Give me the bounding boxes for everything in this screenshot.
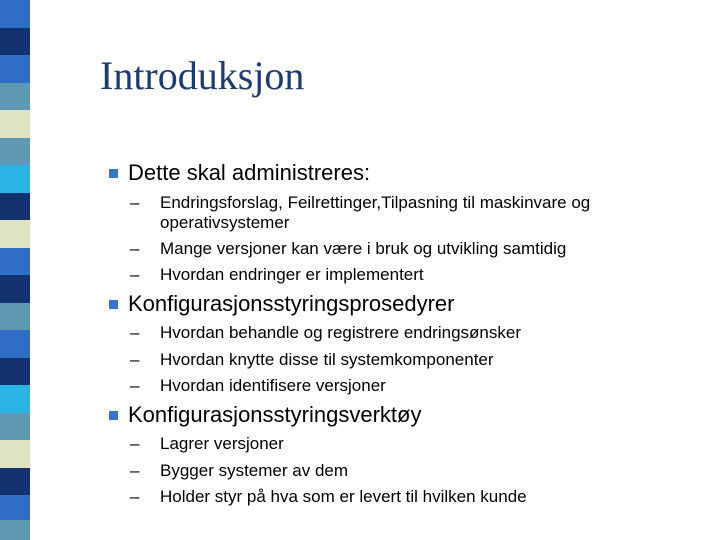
section-heading: Konfigurasjonsstyringsverktøy	[128, 402, 422, 427]
square-bullet-icon	[109, 411, 118, 420]
list-item	[130, 323, 521, 343]
list-item-text: Hvordan knytte disse til systemkomponenter	[160, 350, 494, 369]
sidebar-block	[0, 0, 30, 28]
list-item	[130, 239, 567, 259]
dash-icon: –	[130, 350, 140, 369]
list-item	[130, 434, 284, 454]
dash-icon: –	[130, 434, 140, 453]
list-item	[130, 265, 424, 285]
list-item	[130, 461, 349, 481]
sidebar-block	[0, 440, 30, 468]
dash-icon: –	[130, 265, 140, 284]
section-heading: Konfigurasjonsstyringsprosedyrer	[128, 291, 455, 316]
list-item-text: Endringsforslag, Feilrettinger,Tilpasning til maskinvare og operativsystemer	[160, 193, 591, 232]
slide-title: Introduksjon	[100, 53, 305, 98]
list-item-text: Hvordan identifisere versjoner	[160, 376, 386, 395]
sidebar-block	[0, 110, 30, 138]
sidebar-block	[0, 138, 30, 165]
sidebar-block	[0, 165, 30, 193]
dash-icon: –	[130, 461, 140, 480]
sidebar-block	[0, 385, 30, 413]
sidebar-block	[0, 193, 30, 220]
sidebar-block	[0, 468, 30, 495]
sidebar-block	[0, 303, 30, 330]
dash-icon: –	[130, 193, 140, 212]
sidebar-block	[0, 220, 30, 248]
sidebar-block	[0, 358, 30, 385]
sidebar-block	[0, 330, 30, 358]
list-item-text: Bygger systemer av dem	[160, 461, 349, 480]
sidebar-block	[0, 413, 30, 440]
dash-icon: –	[130, 376, 140, 395]
decorative-sidebar	[0, 0, 66, 540]
sidebar-block	[0, 520, 30, 540]
square-bullet-icon	[109, 300, 118, 309]
list-item	[130, 376, 386, 396]
list-item	[130, 350, 494, 370]
square-bullet-icon	[109, 169, 118, 178]
list-item-text: Lagrer versjoner	[160, 434, 284, 453]
list-item-text: Hvordan endringer er implementert	[160, 265, 424, 284]
dash-icon: –	[130, 487, 140, 506]
sidebar-block	[0, 495, 30, 520]
list-item-text: Holder styr på hva som er levert til hvilken kunde	[160, 487, 527, 506]
section-heading: Dette skal administreres:	[128, 160, 371, 185]
sidebar-block	[0, 55, 30, 83]
list-item	[130, 487, 527, 507]
list-item	[130, 193, 680, 233]
sidebar-block	[0, 248, 30, 275]
list-item-text: Mange versjoner kan være i bruk og utvikling samtidig	[160, 239, 567, 258]
sidebar-block	[0, 275, 30, 303]
sidebar-block	[0, 83, 30, 110]
list-item-text: Hvordan behandle og registrere endringsønsker	[160, 323, 521, 342]
dash-icon: –	[130, 323, 140, 342]
sidebar-block	[0, 28, 30, 55]
dash-icon: –	[130, 239, 140, 258]
